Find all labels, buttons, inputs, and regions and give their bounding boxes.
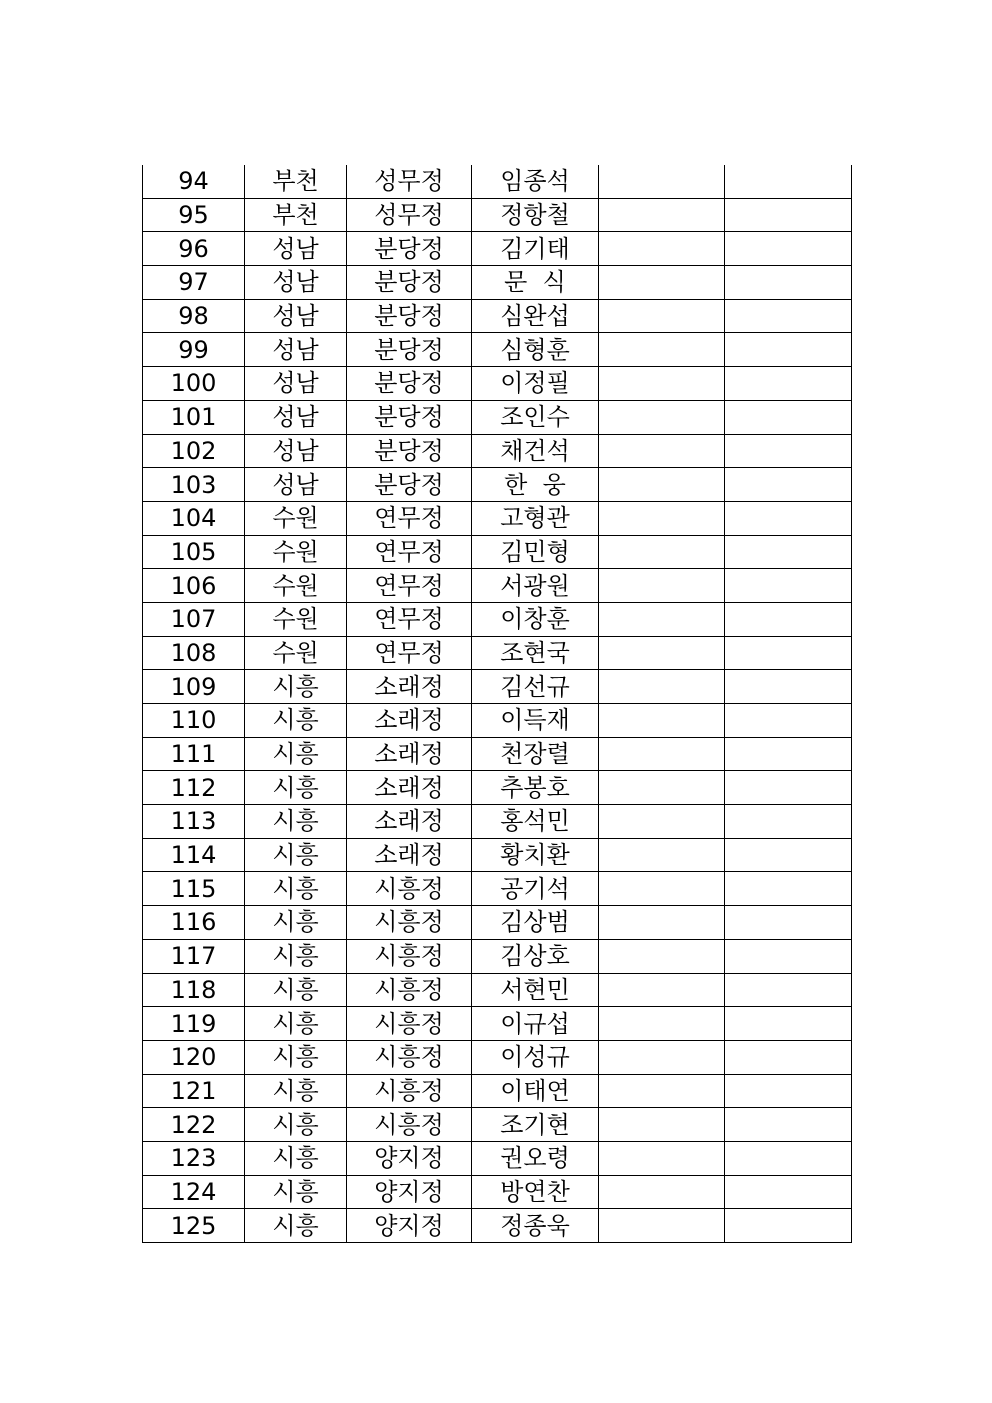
region-cell: 부천 [245,165,347,198]
blank-cell [599,232,725,266]
blank-cell [599,670,725,704]
name-cell: 이성규 [472,1040,599,1074]
blank-cell [599,1074,725,1108]
row-number-cell: 110 [143,704,245,738]
blank-cell [599,602,725,636]
row-number-cell: 113 [143,805,245,839]
region-cell: 수원 [245,602,347,636]
name-cell: 한 웅 [472,468,599,502]
name-cell: 서광원 [472,569,599,603]
name-cell: 황치환 [472,838,599,872]
blank-cell [599,1175,725,1209]
club-cell: 분당정 [347,367,472,401]
table-row [143,1209,852,1243]
name-cell: 문 식 [472,266,599,300]
table-row [143,704,852,738]
blank-cell [725,333,852,367]
region-cell: 수원 [245,535,347,569]
blank-cell [599,501,725,535]
blank-cell [599,771,725,805]
name-cell: 공기석 [472,872,599,906]
region-cell: 성남 [245,468,347,502]
club-cell: 연무정 [347,636,472,670]
blank-cell [599,299,725,333]
table-row [143,973,852,1007]
blank-cell [725,838,852,872]
row-number-cell: 106 [143,569,245,603]
club-cell: 시흥정 [347,1108,472,1142]
club-cell: 소래정 [347,737,472,771]
club-cell: 시흥정 [347,872,472,906]
blank-cell [725,501,852,535]
row-number-cell: 121 [143,1074,245,1108]
blank-cell [725,939,852,973]
blank-cell [725,569,852,603]
blank-cell [599,165,725,198]
club-cell: 분당정 [347,266,472,300]
blank-cell [599,198,725,232]
blank-cell [599,1141,725,1175]
row-number-cell: 123 [143,1141,245,1175]
club-cell: 성무정 [347,198,472,232]
name-cell: 김상범 [472,906,599,940]
name-cell: 천장렬 [472,737,599,771]
row-number-cell: 122 [143,1108,245,1142]
blank-cell [599,906,725,940]
blank-cell [599,838,725,872]
blank-cell [725,602,852,636]
table-row [143,1007,852,1041]
club-cell: 시흥정 [347,939,472,973]
table-row [143,165,852,198]
blank-cell [599,535,725,569]
club-cell: 분당정 [347,434,472,468]
club-cell: 시흥정 [347,973,472,1007]
blank-cell [725,1007,852,1041]
name-cell: 홍석민 [472,805,599,839]
blank-cell [725,872,852,906]
blank-cell [599,805,725,839]
blank-cell [599,973,725,1007]
row-number-cell: 111 [143,737,245,771]
table-row [143,1040,852,1074]
row-number-cell: 102 [143,434,245,468]
region-cell: 시흥 [245,771,347,805]
roster-table [142,165,852,1243]
table-row [143,838,852,872]
name-cell: 김기태 [472,232,599,266]
club-cell: 양지정 [347,1175,472,1209]
blank-cell [725,468,852,502]
row-number-cell: 109 [143,670,245,704]
row-number-cell: 97 [143,266,245,300]
region-cell: 성남 [245,367,347,401]
region-cell: 시흥 [245,872,347,906]
name-cell: 서현민 [472,973,599,1007]
blank-cell [599,367,725,401]
name-cell: 추봉호 [472,771,599,805]
club-cell: 분당정 [347,299,472,333]
name-cell: 김상호 [472,939,599,973]
table-row [143,299,852,333]
region-cell: 부천 [245,198,347,232]
row-number-cell: 104 [143,501,245,535]
name-cell: 이득재 [472,704,599,738]
club-cell: 성무정 [347,165,472,198]
table-row [143,939,852,973]
region-cell: 성남 [245,266,347,300]
row-number-cell: 117 [143,939,245,973]
table-row [143,569,852,603]
row-number-cell: 112 [143,771,245,805]
name-cell: 이태연 [472,1074,599,1108]
blank-cell [725,737,852,771]
row-number-cell: 98 [143,299,245,333]
blank-cell [725,704,852,738]
blank-cell [725,1141,852,1175]
region-cell: 시흥 [245,737,347,771]
club-cell: 연무정 [347,602,472,636]
region-cell: 시흥 [245,1141,347,1175]
blank-cell [725,535,852,569]
blank-cell [725,1209,852,1243]
table-row [143,535,852,569]
name-cell: 이정필 [472,367,599,401]
blank-cell [725,805,852,839]
blank-cell [599,468,725,502]
roster-table-body [143,165,852,1243]
table-row [143,737,852,771]
blank-cell [599,636,725,670]
club-cell: 소래정 [347,704,472,738]
region-cell: 성남 [245,400,347,434]
name-cell: 고형관 [472,501,599,535]
blank-cell [725,198,852,232]
club-cell: 소래정 [347,805,472,839]
name-cell: 정종욱 [472,1209,599,1243]
club-cell: 분당정 [347,232,472,266]
blank-cell [725,1108,852,1142]
club-cell: 양지정 [347,1141,472,1175]
table-row [143,670,852,704]
region-cell: 성남 [245,299,347,333]
blank-cell [725,434,852,468]
blank-cell [599,939,725,973]
region-cell: 시흥 [245,670,347,704]
table-row [143,771,852,805]
name-cell: 김민형 [472,535,599,569]
region-cell: 시흥 [245,805,347,839]
club-cell: 소래정 [347,670,472,704]
table-row [143,805,852,839]
table-row [143,400,852,434]
blank-cell [599,333,725,367]
club-cell: 연무정 [347,569,472,603]
name-cell: 심완섭 [472,299,599,333]
region-cell: 성남 [245,232,347,266]
blank-cell [599,872,725,906]
club-cell: 분당정 [347,468,472,502]
table-row [143,602,852,636]
blank-cell [599,266,725,300]
region-cell: 시흥 [245,1108,347,1142]
table-row [143,468,852,502]
table-row [143,266,852,300]
blank-cell [599,737,725,771]
club-cell: 분당정 [347,333,472,367]
region-cell: 시흥 [245,973,347,1007]
row-number-cell: 114 [143,838,245,872]
region-cell: 시흥 [245,1007,347,1041]
region-cell: 수원 [245,569,347,603]
row-number-cell: 100 [143,367,245,401]
blank-cell [725,299,852,333]
blank-cell [725,367,852,401]
name-cell: 이규섭 [472,1007,599,1041]
row-number-cell: 95 [143,198,245,232]
region-cell: 성남 [245,434,347,468]
club-cell: 시흥정 [347,1007,472,1041]
row-number-cell: 107 [143,602,245,636]
region-cell: 시흥 [245,1074,347,1108]
name-cell: 조현국 [472,636,599,670]
table-row [143,198,852,232]
region-cell: 시흥 [245,906,347,940]
table-row [143,1175,852,1209]
blank-cell [725,1040,852,1074]
club-cell: 소래정 [347,838,472,872]
table-row [143,1141,852,1175]
region-cell: 시흥 [245,704,347,738]
blank-cell [725,771,852,805]
table-row [143,1074,852,1108]
row-number-cell: 116 [143,906,245,940]
row-number-cell: 119 [143,1007,245,1041]
blank-cell [725,232,852,266]
table-row [143,232,852,266]
name-cell: 김선규 [472,670,599,704]
blank-cell [599,434,725,468]
blank-cell [725,400,852,434]
name-cell: 권오령 [472,1141,599,1175]
blank-cell [725,636,852,670]
table-row [143,434,852,468]
club-cell: 연무정 [347,501,472,535]
row-number-cell: 99 [143,333,245,367]
table-row [143,906,852,940]
club-cell: 시흥정 [347,1074,472,1108]
row-number-cell: 101 [143,400,245,434]
blank-cell [725,1074,852,1108]
row-number-cell: 94 [143,165,245,198]
club-cell: 연무정 [347,535,472,569]
club-cell: 분당정 [347,400,472,434]
blank-cell [599,704,725,738]
row-number-cell: 118 [143,973,245,1007]
name-cell: 채건석 [472,434,599,468]
blank-cell [725,1175,852,1209]
row-number-cell: 105 [143,535,245,569]
name-cell: 정항철 [472,198,599,232]
table-row [143,636,852,670]
row-number-cell: 108 [143,636,245,670]
row-number-cell: 96 [143,232,245,266]
blank-cell [599,1040,725,1074]
region-cell: 성남 [245,333,347,367]
blank-cell [725,266,852,300]
name-cell: 임종석 [472,165,599,198]
table-row [143,501,852,535]
club-cell: 소래정 [347,771,472,805]
row-number-cell: 103 [143,468,245,502]
row-number-cell: 115 [143,872,245,906]
table-row [143,872,852,906]
row-number-cell: 120 [143,1040,245,1074]
name-cell: 이창훈 [472,602,599,636]
region-cell: 시흥 [245,838,347,872]
blank-cell [725,973,852,1007]
region-cell: 수원 [245,636,347,670]
name-cell: 심형훈 [472,333,599,367]
name-cell: 방연찬 [472,1175,599,1209]
row-number-cell: 124 [143,1175,245,1209]
blank-cell [599,1209,725,1243]
name-cell: 조기현 [472,1108,599,1142]
region-cell: 시흥 [245,939,347,973]
blank-cell [725,670,852,704]
blank-cell [725,165,852,198]
blank-cell [599,1108,725,1142]
blank-cell [599,400,725,434]
region-cell: 시흥 [245,1040,347,1074]
region-cell: 시흥 [245,1209,347,1243]
row-number-cell: 125 [143,1209,245,1243]
region-cell: 시흥 [245,1175,347,1209]
blank-cell [725,906,852,940]
club-cell: 양지정 [347,1209,472,1243]
blank-cell [599,1007,725,1041]
table-row [143,367,852,401]
club-cell: 시흥정 [347,906,472,940]
name-cell: 조인수 [472,400,599,434]
blank-cell [599,569,725,603]
table-row [143,1108,852,1142]
region-cell: 수원 [245,501,347,535]
table-row [143,333,852,367]
club-cell: 시흥정 [347,1040,472,1074]
